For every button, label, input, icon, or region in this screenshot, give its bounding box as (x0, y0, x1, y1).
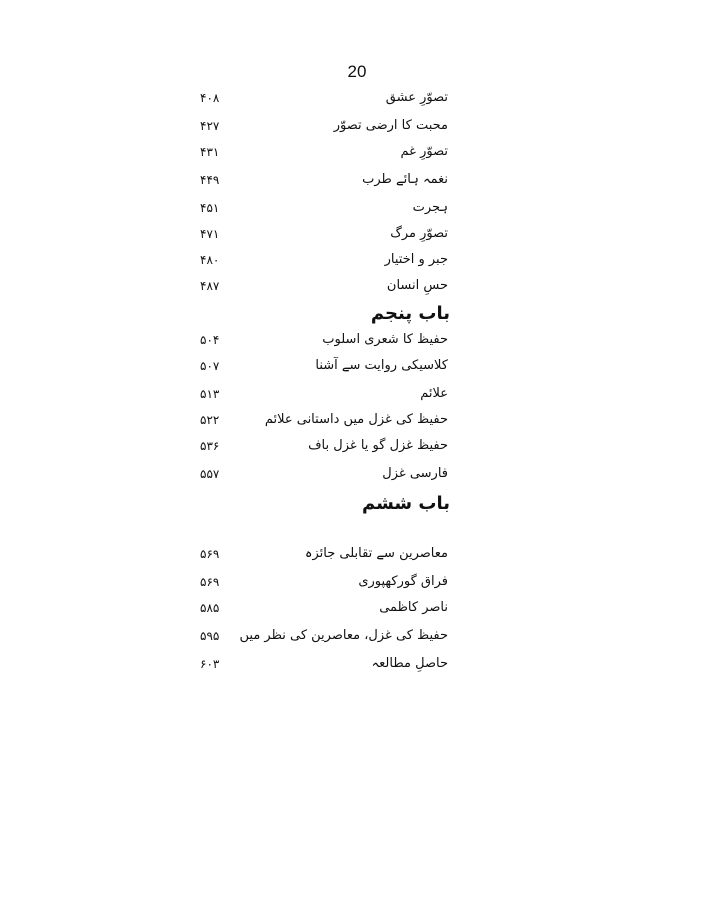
toc-row (0, 250, 714, 276)
toc-page: ۴۴۹ (200, 173, 220, 187)
toc-page: ۵۶۹ (200, 575, 220, 589)
toc-title: ہجرت (412, 200, 448, 215)
toc-title: حفیظ کی غزل میں داستانی علائم (264, 412, 448, 427)
toc-page: ۴۵۱ (200, 201, 220, 215)
toc-page: ۵۶۹ (200, 547, 220, 561)
toc-page: ۴۸۰ (200, 253, 220, 267)
toc-title: تصوّرِ مرگ (390, 226, 448, 241)
toc-page: ۵۳۶ (200, 439, 220, 453)
toc-row (0, 224, 714, 250)
toc-page: ۵۹۵ (200, 629, 220, 643)
toc-title: حاصلِ مطالعہ (371, 656, 448, 671)
toc-page: ۴۸۷ (200, 279, 220, 293)
toc-title: فارسی غزل (382, 466, 448, 481)
toc-page: ۵۲۲ (200, 413, 220, 427)
toc-row (0, 410, 714, 436)
toc-title: نغمہ ہائے طرب (362, 172, 448, 187)
toc-page: ۶۰۳ (200, 657, 220, 671)
toc-row (0, 436, 714, 462)
toc-row (0, 276, 714, 302)
toc-title: حفیظ کا شعری اسلوب (322, 332, 448, 347)
toc-row (0, 654, 714, 680)
toc-title: ناصر کاظمی (379, 600, 448, 615)
chapter-heading-6: باب ششم (361, 493, 450, 514)
page-number: 20 (347, 62, 367, 81)
toc-page: ۵۸۵ (200, 601, 220, 615)
toc-title: فراق گورکھپوری (358, 574, 448, 589)
toc-row (0, 198, 714, 224)
toc-row (0, 384, 714, 410)
toc-title: علائم (420, 386, 448, 401)
toc-page: ۴۰۸ (200, 91, 220, 105)
toc-title: تصوّرِ عشق (385, 90, 448, 105)
toc-title: معاصرین سے تقابلی جائزہ (304, 546, 448, 561)
toc-page: ۴۷۱ (200, 227, 220, 241)
toc-row (0, 116, 714, 142)
toc-page: ۴۳۱ (200, 145, 220, 159)
toc-page: ۵۰۴ (200, 333, 220, 347)
toc-title: حفیظ غزل گو یا غزل باف (308, 438, 448, 453)
toc-title: جبر و اختیار (384, 252, 448, 267)
toc-row (0, 170, 714, 196)
toc-page: ۵۱۳ (200, 387, 220, 401)
toc-page: ۴۲۷ (200, 119, 220, 133)
toc-page: ۵۵۷ (200, 467, 220, 481)
toc-row (0, 572, 714, 598)
toc-row (0, 626, 714, 652)
toc-page: ۵۰۷ (200, 359, 220, 373)
toc-row (0, 356, 714, 382)
toc-row (0, 544, 714, 570)
chapter-heading-5: باب پنجم (370, 303, 450, 324)
toc-row (0, 598, 714, 624)
toc-title: محبت کا ارضی تصوّر (333, 118, 448, 133)
toc-row (0, 142, 714, 168)
toc-title: حفیظ کی غزل، معاصرین کی نظر میں (239, 628, 448, 643)
toc-row (0, 330, 714, 356)
toc-title: تصوّرِ غم (400, 144, 448, 159)
toc-row (0, 88, 714, 114)
toc-row (0, 464, 714, 490)
toc-title: حسِ انسان (386, 278, 448, 293)
toc-title: کلاسیکی روایت سے آشنا (315, 358, 448, 373)
